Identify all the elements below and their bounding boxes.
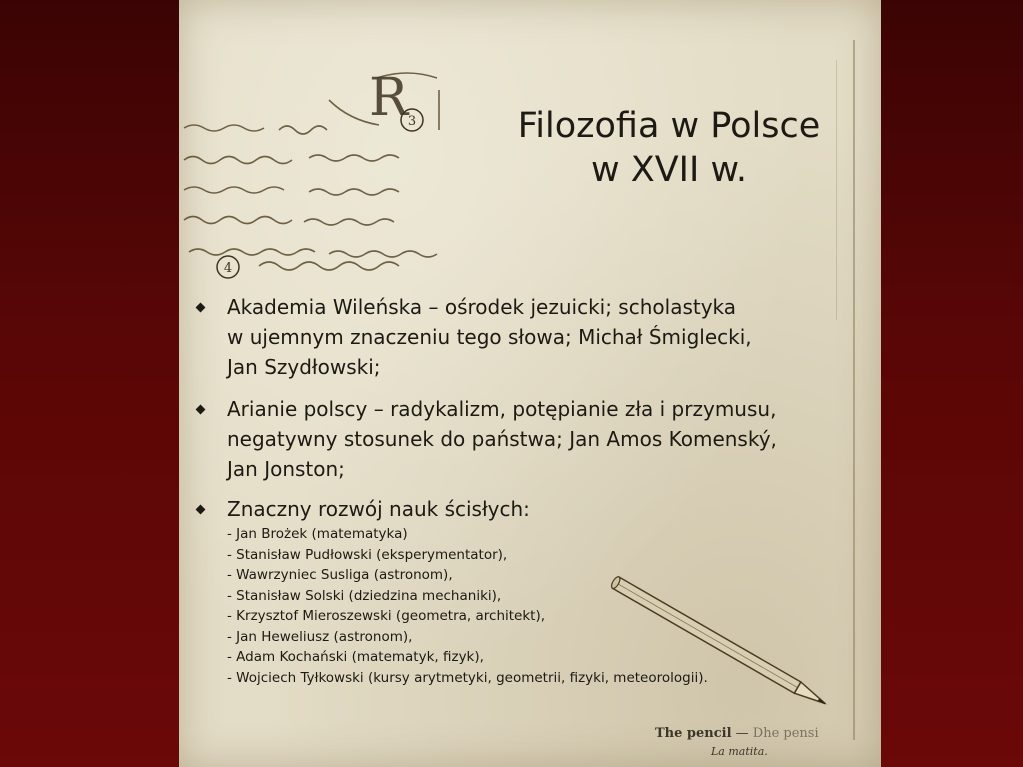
- bullet-line: w ujemnym znaczeniu tego słowa; Michał Śmiglecki,: [227, 325, 752, 349]
- slide-paper: [179, 0, 881, 767]
- bullet-line: Arianie polscy – radykalizm, potępianie zła i przymusu,: [227, 397, 777, 421]
- diamond-bullet-icon: [196, 505, 206, 515]
- sketch-glyph: R: [369, 68, 409, 128]
- sub-list-item: - Stanisław Solski (dziedzina mechaniki),: [227, 587, 502, 604]
- sub-list-item: - Jan Heweliusz (astronom),: [227, 628, 413, 645]
- manuscript-sketch: [179, 40, 469, 290]
- bullet-line: Jan Jonston;: [227, 457, 345, 481]
- sub-list-item: - Wawrzyniec Susliga (astronom),: [227, 567, 453, 583]
- bullet-line: negatywny stosunek do państwa; Jan Amos Komenský,: [227, 427, 777, 451]
- sub-list-item: - Wojciech Tyłkowski (kursy arytmetyki, geometrii, fizyki, meteorologii).: [227, 669, 708, 686]
- diamond-bullet-icon: [196, 303, 206, 313]
- sub-list-item: - Jan Brożek (matematyka): [227, 526, 408, 542]
- caption-dash: —: [731, 726, 753, 741]
- caption-faint: Dhe pensi: [752, 726, 819, 741]
- title-line: w XVII w.: [591, 150, 747, 190]
- caption-italian: La matita.: [711, 745, 768, 758]
- diamond-bullet-icon: [196, 405, 206, 415]
- pencil-caption: [655, 726, 819, 758]
- sub-list-item: - Krzysztof Mieroszewski (geometra, architekt),: [227, 608, 546, 624]
- sub-list-item: - Adam Kochański (matematyk, fizyk),: [227, 649, 484, 665]
- caption-english: The pencil: [655, 726, 732, 741]
- bullet-item: [193, 292, 873, 382]
- title-line: Filozofia w Polsce: [517, 106, 821, 146]
- sketch-number-4: 4: [223, 261, 233, 276]
- bullet-line: Jan Szydłowski;: [227, 355, 381, 379]
- bullet-line: Akademia Wileńska – ośrodek jezuicki; scholastyka: [227, 295, 737, 319]
- pencil-icon: [609, 565, 859, 715]
- bullet-item: [193, 394, 873, 484]
- bullet-line: Znaczny rozwój nauk ścisłych:: [227, 497, 530, 521]
- slide-title: [479, 104, 859, 192]
- sub-list-item: - Stanisław Pudłowski (eksperymentator),: [227, 546, 508, 563]
- sketch-number-3: 3: [407, 114, 417, 129]
